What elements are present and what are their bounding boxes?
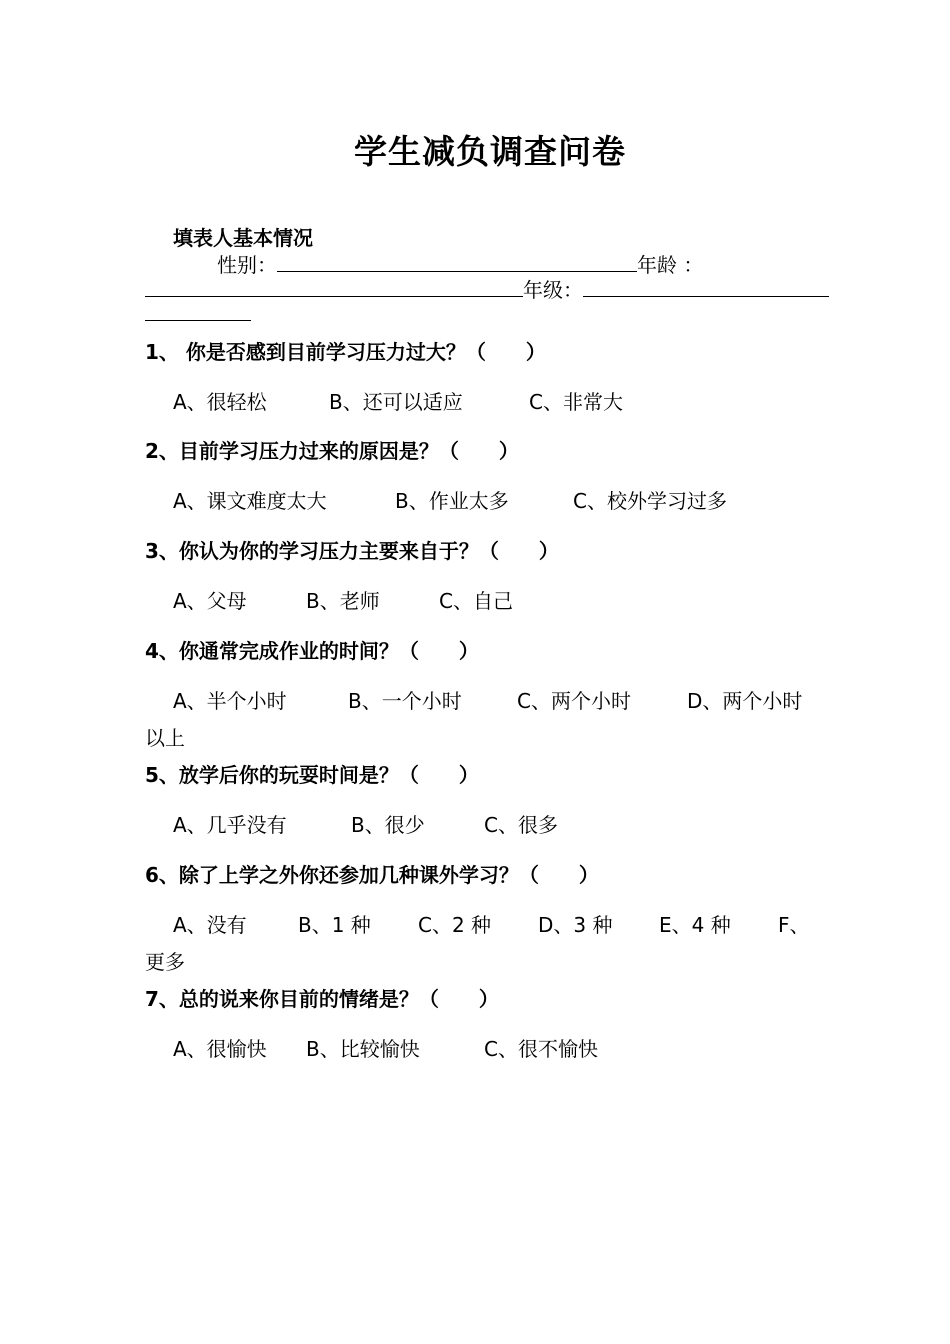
option-3b[interactable]: B、老师: [306, 589, 380, 613]
grade-field-continued: [145, 300, 251, 326]
grade-field-extension[interactable]: [145, 300, 251, 321]
option-2b[interactable]: B、作业太多: [395, 489, 509, 513]
option-6e[interactable]: E、4 种: [659, 913, 731, 937]
option-3a[interactable]: A、父母: [173, 589, 247, 613]
gender-label: 性别：: [217, 253, 277, 277]
grade-label: 年级：: [523, 278, 583, 302]
option-6f-continued: 更多: [145, 950, 185, 974]
option-4a[interactable]: A、半个小时: [173, 689, 287, 713]
option-6b[interactable]: B、1 种: [298, 913, 371, 937]
age-grade-row: [145, 274, 829, 303]
option-1a[interactable]: A、很轻松: [173, 390, 267, 414]
question-6: 6、除了上学之外你还参加几种课外学习？（ ）: [145, 863, 599, 887]
option-5c[interactable]: C、很多: [484, 813, 558, 837]
option-3c[interactable]: C、自己: [439, 589, 513, 613]
basic-info-heading: 填表人基本情况: [173, 226, 313, 250]
option-5b[interactable]: B、很少: [351, 813, 425, 837]
age-label: 年龄 ：: [637, 253, 704, 277]
question-4: 4、你通常完成作业的时间？（ ）: [145, 639, 479, 663]
option-6d[interactable]: D、3 种: [538, 913, 613, 937]
age-field[interactable]: [145, 276, 523, 297]
page-title: 学生减负调查问卷: [354, 132, 626, 171]
question-1: 1、 你是否感到目前学习压力过大？（ ）: [145, 340, 546, 364]
question-3: 3、你认为你的学习压力主要来自于？（ ）: [145, 539, 559, 563]
option-6a[interactable]: A、没有: [173, 913, 247, 937]
option-1b[interactable]: B、还可以适应: [329, 390, 463, 414]
option-4c[interactable]: C、两个小时: [517, 689, 631, 713]
option-4d[interactable]: D、两个小时: [687, 689, 803, 713]
option-2c[interactable]: C、校外学习过多: [573, 489, 727, 513]
option-1c[interactable]: C、非常大: [529, 390, 623, 414]
option-4b[interactable]: B、一个小时: [348, 689, 462, 713]
grade-field[interactable]: [583, 276, 829, 297]
option-7a[interactable]: A、很愉快: [173, 1037, 267, 1061]
gender-field[interactable]: [277, 251, 637, 272]
question-7: 7、总的说来你目前的情绪是？（ ）: [145, 987, 499, 1011]
question-5: 5、放学后你的玩耍时间是？（ ）: [145, 763, 479, 787]
option-5a[interactable]: A、几乎没有: [173, 813, 287, 837]
option-7b[interactable]: B、比较愉快: [306, 1037, 420, 1061]
option-6f[interactable]: F、: [778, 913, 810, 937]
option-4d-continued: 以上: [145, 726, 185, 750]
option-6c[interactable]: C、2 种: [418, 913, 492, 937]
question-2: 2、目前学习压力过来的原因是？（ ）: [145, 439, 519, 463]
option-2a[interactable]: A、课文难度太大: [173, 489, 327, 513]
option-7c[interactable]: C、很不愉快: [484, 1037, 598, 1061]
